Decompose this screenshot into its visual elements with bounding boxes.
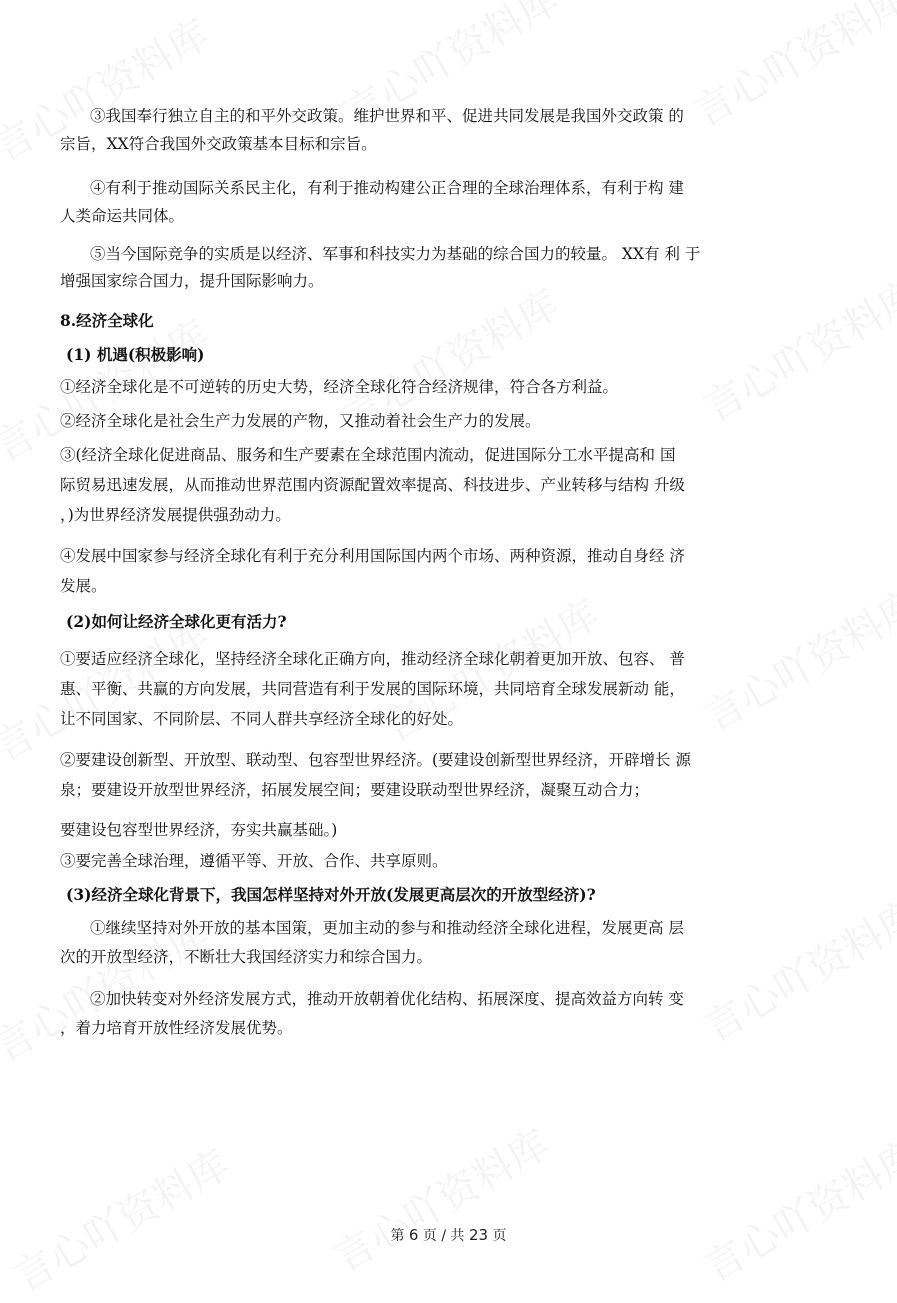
footer-suffix: 页 — [492, 1228, 507, 1244]
watermark — [2, 1134, 238, 1303]
list-item: ③要完善全球治理，遵循平等、开放、合作、共享原则。 — [60, 852, 448, 870]
list-item: ②要建设创新型、开放型、联动型、包容型世界经济。(要建设创新型世界经济，开辟增长 源 — [60, 751, 691, 769]
subsection-heading: (1) 机遇(积极影响) — [66, 345, 205, 364]
page-footer — [0, 1225, 897, 1245]
list-item: 际贸易迅速发展，从而推动世界范围内资源配置效率提高、科技进步、产业转移与结构 升级 — [60, 476, 685, 494]
paragraph-line: 人类命运共同体。 — [60, 207, 185, 225]
current-page-number: 6 — [408, 1226, 419, 1244]
subsection-heading: (3)经济全球化背景下，我国怎样坚持对外开放(发展更高层次的开放型经济)? — [66, 885, 596, 904]
paragraph-line: ③我国奉行独立自主的和平外交政策。维护世界和平、促进共同发展是我国外交政策 的 — [90, 107, 684, 125]
list-item: ①继续坚持对外开放的基本国策，更加主动的参与和推动经济全球化进程，发展更高 层 — [90, 919, 684, 937]
list-item: ，着力培育开放性经济发展优势。 — [60, 1019, 293, 1037]
list-item: 要建设包容型世界经济，夯实共赢基础。) — [60, 821, 338, 839]
list-item: ，)为世界经济发展提供强劲动力。 — [60, 506, 291, 524]
footer-prefix: 第 — [390, 1228, 405, 1244]
list-item: ①经济全球化是不可逆转的历史大势，经济全球化符合经济规律，符合各方利益。 — [60, 378, 619, 396]
list-item: 次的开放型经济，不断壮大我国经济实力和综合国力。 — [60, 948, 433, 966]
watermark — [692, 1124, 897, 1293]
paragraph-line: ⑤当今国际竞争的实质是以经济、军事和科技实力为基础的综合国力的较量。 XX有 利 于 — [90, 245, 701, 263]
list-item: ④发展中国家参与经济全球化有利于充分利用国际国内两个市场、两种资源，推动自身经 济 — [60, 547, 685, 565]
list-item: ①要适应经济全球化，坚持经济全球化正确方向，推动经济全球化朝着更加开放、包容、 普 — [60, 650, 685, 668]
paragraph-line: ④有利于推动国际关系民主化，有利于推动构建公正合理的全球治理体系，有利于构 建 — [90, 179, 684, 197]
subsection-heading: (2)如何让经济全球化更有活力? — [66, 612, 287, 631]
list-item: 惠、平衡、共赢的方向发展，共同营造有利于发展的国际环境，共同培育全球发展新动 能， — [60, 680, 685, 698]
paragraph-line: 宗旨，XX符合我国外交政策基本目标和宗旨。 — [60, 135, 377, 153]
list-item: ②加快转变对外经济发展方式，推动开放朝着优化结构、拓展深度、提高效益方向转 变 — [90, 990, 684, 1008]
list-item: ②经济全球化是社会生产力发展的产物，又推动着社会生产力的发展。 — [60, 412, 541, 430]
list-item: 让不同国家、不同阶层、不同人群共享经济全球化的好处。 — [60, 710, 464, 728]
section-heading: 8.经济全球化 — [60, 311, 154, 330]
paragraph-line: 增强国家综合国力，提升国际影响力。 — [60, 272, 324, 290]
watermark — [322, 1114, 558, 1283]
list-item: 发展。 — [60, 577, 107, 595]
footer-middle: 页 / 共 — [422, 1228, 465, 1244]
total-page-count: 23 — [468, 1226, 489, 1244]
list-item: 泉；要建设开放型世界经济，拓展发展空间；要建设联动型世界经济，凝聚互动合力； — [60, 781, 650, 799]
list-item: ③(经济全球化促进商品、服务和生产要素在全球范围内流动，促进国际分工水平提高和 国 — [60, 446, 676, 464]
